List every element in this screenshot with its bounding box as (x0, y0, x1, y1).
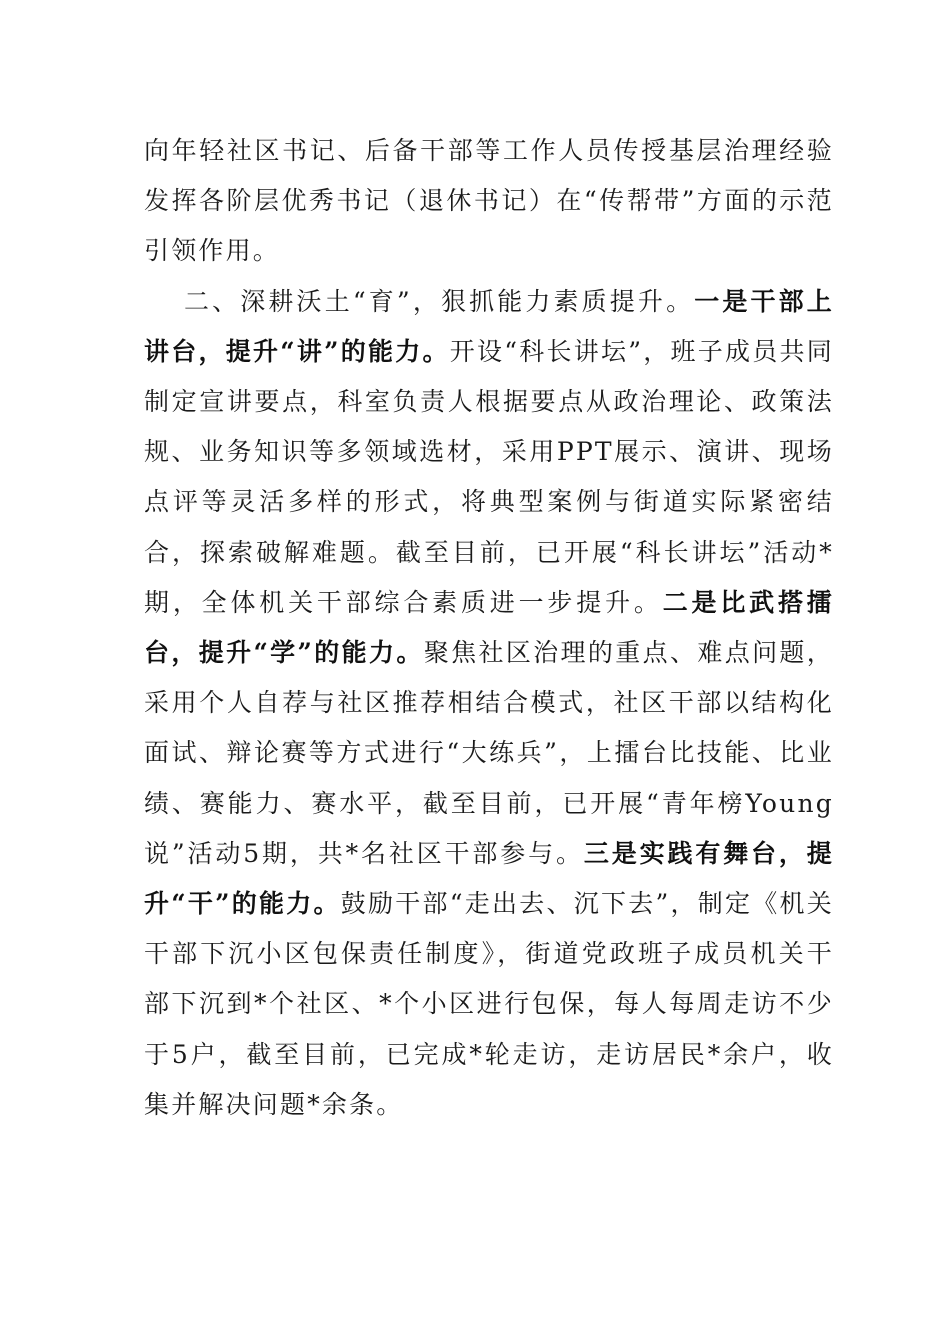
point-3-text: 鼓励干部“走出去、沉下去”，制定《机关干部下沉小区包保责任制度》，街道党政班子成员机关干部下沉到*个社区、*个小区进行包保，每人每周走访不少于5户，截至目前，已完成*轮走访，走访居民*余户，收集并解决问题*余条。 (144, 889, 834, 1119)
paragraph-1 (144, 126, 834, 277)
paragraph-2 (144, 277, 834, 1130)
point-1-text: 开设“科长讲坛”，班子成员共同制定宣讲要点，科室负责人根据要点从政治理论、政策法规、业务知识等多领域选材，采用PPT展示、演讲、现场点评等灵活多样的形式，将典型案例与街道实际紧密结合，探索破解难题。截至目前，已开展“科长讲坛”活动*期，全体机关干部综合素质进一步提升。 (144, 336, 834, 617)
point-1-heading: 一是干部上讲台，提升“讲”的能力。 (144, 286, 834, 366)
section-heading: 二、深耕沃土“育”，狠抓能力素质提升。 (184, 286, 695, 316)
point-3-heading: 三是实践有舞台，提升“干”的能力。 (144, 838, 834, 919)
point-2-text: 聚焦社区治理的重点、难点问题，采用个人自荐与社区推荐相结合模式，社区干部以结构化面试、辩论赛等方式进行“大练兵”，上擂台比技能、比业绩、赛能力、赛水平，截至目前，已开展“青年榜Young说”活动5期，共*名社区干部参与。 (144, 638, 834, 868)
paragraph-1-text: 向年轻社区书记、后备干部等工作人员传授基层治理经验发挥各阶层优秀书记（退休书记）在“传帮带”方面的示范引领作用。 (144, 136, 834, 266)
point-2-heading: 二是比武搭擂台，提升“学”的能力。 (144, 587, 835, 668)
document-body (144, 126, 834, 1130)
